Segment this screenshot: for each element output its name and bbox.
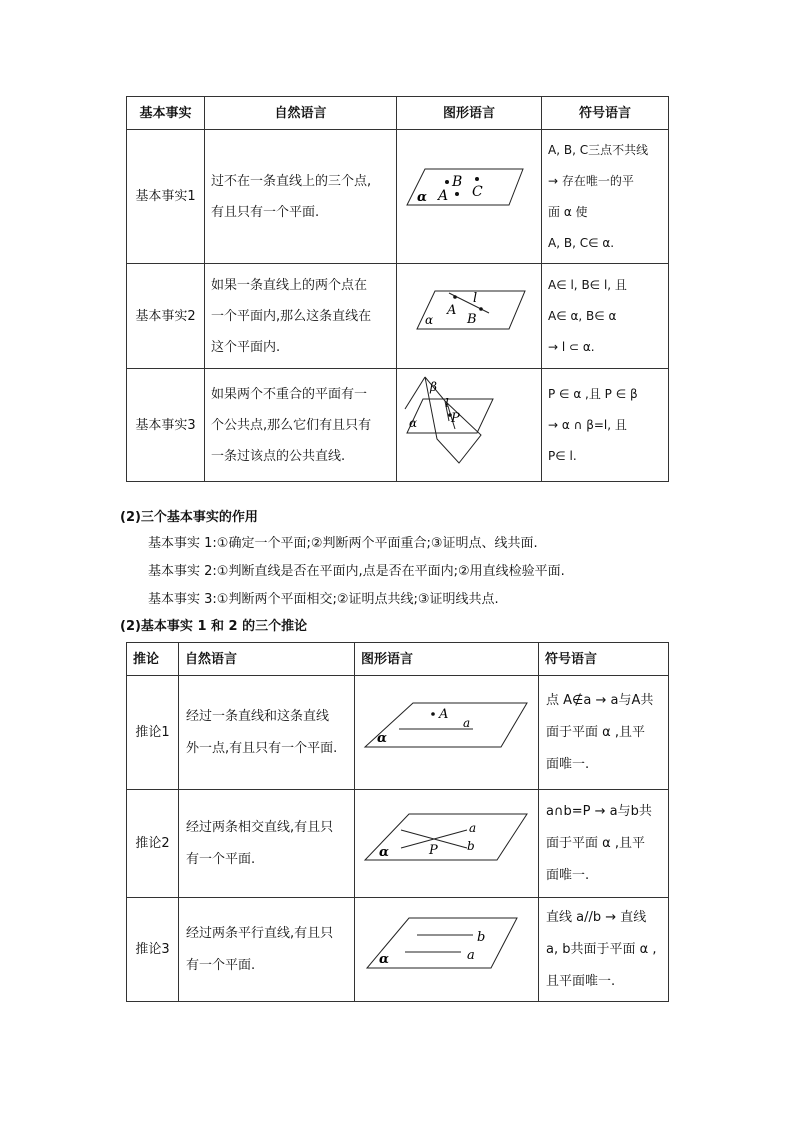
text-line: A, B, C∈ α. <box>548 235 615 250</box>
parallel-lines-figure <box>355 912 539 976</box>
text-line: → l ⊂ α. <box>548 339 595 354</box>
figure-cell <box>355 898 539 1002</box>
natural-language-cell <box>179 676 355 790</box>
text-line: 个公共点,那么它们有且只有 <box>211 417 372 433</box>
two-planes-figure <box>397 369 542 469</box>
plane-label: α <box>417 189 428 205</box>
point-label: A <box>438 187 449 204</box>
text-line: 有且只有一个平面. <box>211 204 320 220</box>
natural-language-cell <box>205 264 397 369</box>
text-line: 经过一条直线和这条直线 <box>186 708 330 724</box>
text-line: P ∈ α ,且 P ∈ β <box>548 386 638 401</box>
table-header-row <box>127 97 669 130</box>
text-line: 面于平面 α ,且平 <box>546 835 645 851</box>
fact-name: 基本事实1 <box>127 130 205 264</box>
text-line: → α ∩ β=l, 且 <box>548 417 627 432</box>
point-label: C <box>472 183 483 200</box>
text-line: 点 A∉a → a与A共 <box>546 692 654 708</box>
corollary-name: 推论3 <box>127 898 179 1002</box>
header-cell: 自然语言 <box>205 97 397 130</box>
table-row <box>127 790 669 898</box>
text-line: 且平面唯一. <box>546 973 616 989</box>
header-cell: 基本事实 <box>127 97 205 130</box>
figure-cell <box>397 369 542 482</box>
text-line: a, b共面于平面 α , <box>546 941 657 957</box>
plane-label: α <box>379 844 390 860</box>
line-label: b <box>477 929 486 945</box>
line-label: b <box>467 838 475 853</box>
text-line: 面唯一. <box>546 756 590 772</box>
line-and-point-figure <box>355 697 539 757</box>
text-line: A∈ α, B∈ α <box>548 308 617 323</box>
fact-name: 基本事实3 <box>127 369 205 482</box>
corollaries-table <box>126 642 669 1002</box>
header-cell: 符号语言 <box>542 97 669 130</box>
text-line: 如果一条直线上的两个点在 <box>211 277 368 293</box>
point-label: P <box>451 411 460 426</box>
plane-three-points-figure <box>397 161 542 221</box>
text-line: P∈ l. <box>548 448 577 463</box>
corollary-name: 推论2 <box>127 790 179 898</box>
figure-cell <box>397 130 542 264</box>
text-line: 基本事实 1:①确定一个平面;②判断两个平面重合;③证明点、线共面. <box>148 536 538 551</box>
plane-label: α <box>409 416 418 430</box>
fact-name: 基本事实2 <box>127 264 205 369</box>
symbol-cell <box>542 369 669 482</box>
text-line: 一条过该点的公共直线. <box>211 448 346 464</box>
table-row <box>127 898 669 1002</box>
point-label: B <box>452 173 463 190</box>
text-line: 如果两个不重合的平面有一 <box>211 386 368 402</box>
plane-label: α <box>379 951 390 967</box>
symbol-cell <box>539 898 669 1002</box>
line-label: a <box>469 820 477 835</box>
text-line: a∩b=P → a与b共 <box>546 803 652 819</box>
text-line: 直线 a//b → 直线 <box>546 909 647 925</box>
plane-label: β <box>430 380 437 394</box>
section-title: (2)三个基本事实的作用 <box>120 510 258 525</box>
line-label: a <box>463 715 471 730</box>
point-label: A <box>439 706 449 722</box>
text-line: → 存在唯一的平 <box>548 173 634 188</box>
line-label: a <box>467 947 475 963</box>
text-line: A∈ l, B∈ l, 且 <box>548 277 627 292</box>
table-row <box>127 130 669 264</box>
corollary-name: 推论1 <box>127 676 179 790</box>
header-cell: 自然语言 <box>179 643 355 676</box>
header-cell: 推论 <box>127 643 179 676</box>
text-line: 这个平面内. <box>211 339 281 355</box>
symbol-cell <box>539 676 669 790</box>
table-row <box>127 369 669 482</box>
text-line: 有一个平面. <box>186 957 256 973</box>
plane-label: α <box>377 730 388 746</box>
header-cell: 图形语言 <box>355 643 539 676</box>
text-line: 经过两条平行直线,有且只 <box>186 925 334 941</box>
symbol-cell <box>539 790 669 898</box>
text-line: 有一个平面. <box>186 851 256 867</box>
intersecting-lines-figure <box>355 808 539 868</box>
text-line: 基本事实 3:①判断两个平面相交;②证明点共线;③证明线共点. <box>148 592 499 607</box>
figure-cell <box>397 264 542 369</box>
natural-language-cell <box>205 130 397 264</box>
point-label: A <box>447 303 457 318</box>
text-line: 面于平面 α ,且平 <box>546 724 645 740</box>
text-line: 外一点,有且只有一个平面. <box>186 740 338 756</box>
natural-language-cell <box>205 369 397 482</box>
text-line: 基本事实 2:①判断直线是否在平面内,点是否在平面内;②用直线检验平面. <box>148 564 565 579</box>
header-cell: 符号语言 <box>539 643 669 676</box>
plane-line-figure <box>397 285 542 335</box>
point-label: P <box>429 842 438 858</box>
plane-label: α <box>425 313 434 327</box>
figure-cell <box>355 790 539 898</box>
text-line: 经过两条相交直线,有且只 <box>186 819 334 835</box>
text-line: 面 α 使 <box>548 204 588 219</box>
section-title: (2)基本事实 1 和 2 的三个推论 <box>120 619 308 634</box>
text-line: 过不在一条直线上的三个点, <box>211 173 372 189</box>
table-header-row <box>127 643 669 676</box>
header-cell: 图形语言 <box>397 97 542 130</box>
figure-cell <box>355 676 539 790</box>
point-label: B <box>467 312 477 327</box>
text-line: 一个平面内,那么这条直线在 <box>211 308 372 324</box>
line-label: l <box>473 291 478 306</box>
basic-facts-table <box>126 96 669 482</box>
symbol-cell <box>542 264 669 369</box>
line-label: l <box>445 396 449 410</box>
text-line: 面唯一. <box>546 867 590 883</box>
text-line: A, B, C三点不共线 <box>548 142 649 157</box>
symbol-cell <box>542 130 669 264</box>
natural-language-cell <box>179 790 355 898</box>
natural-language-cell <box>179 898 355 1002</box>
table-row <box>127 264 669 369</box>
table-row <box>127 676 669 790</box>
